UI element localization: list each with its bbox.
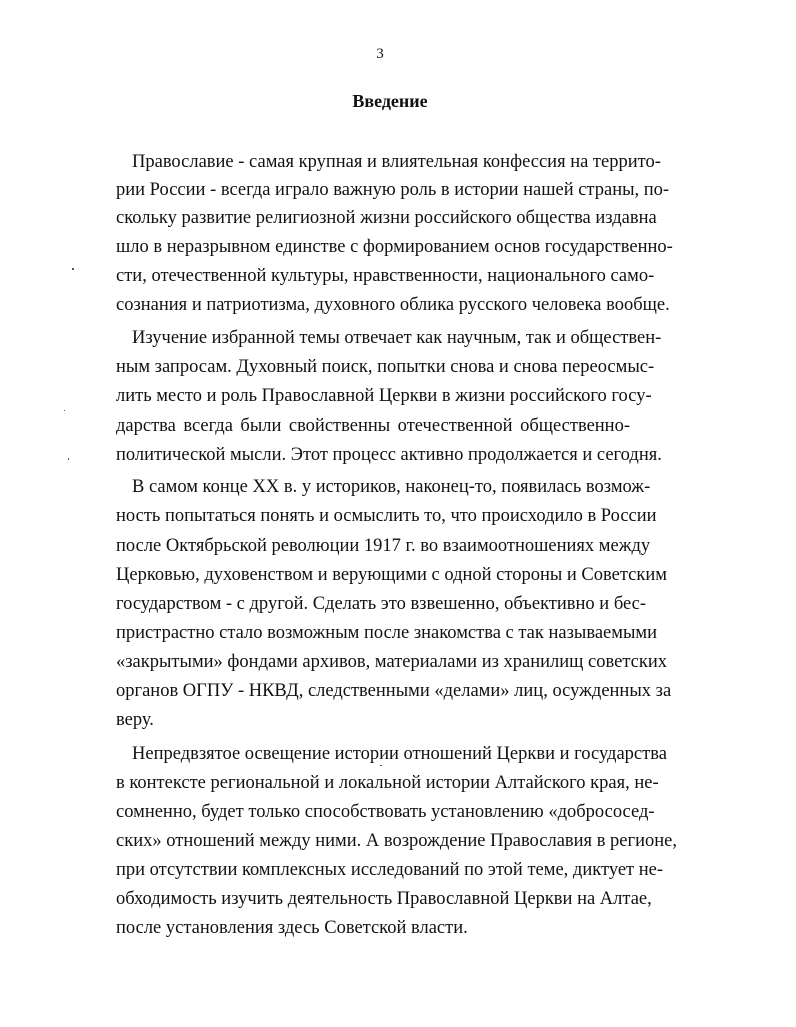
text-line: Изучение избранной темы отвечает как научным, так и обществен- — [132, 328, 662, 348]
text-line: дарства всегда были свойственны отечественной общественно- — [116, 416, 630, 436]
page-number: 3 — [376, 46, 384, 62]
scan-speck — [68, 458, 69, 460]
text-line: рии России - всегда играло важную роль в истории нашей страны, по- — [116, 180, 670, 200]
text-line: «закрытыми» фондами архивов, материалами из хранилищ советских — [116, 652, 667, 672]
text-line: органов ОГПУ - НКВД, следственными «делами» лиц, осужденных за — [116, 681, 672, 701]
scan-speck — [72, 268, 74, 270]
text-line: ность попытаться понять и осмыслить то, что происходило в России — [116, 506, 657, 526]
text-line: сознания и патриотизма, духовного облика русского человека вообще. — [116, 295, 670, 315]
text-line: Православие - самая крупная и влиятельная конфессия на террито- — [132, 152, 661, 172]
text-line: Церковью, духовенством и верующими с одной стороны и Советским — [116, 565, 667, 585]
text-line: шло в неразрывном единстве с формированием основ государственно- — [116, 237, 673, 257]
text-line: лить место и роль Православной Церкви в жизни российского госу- — [116, 386, 652, 406]
text-line: ских» отношений между ними. А возрождение Православия в регионе, — [116, 831, 677, 851]
text-line: ным запросам. Духовный поиск, попытки снова и снова переосмыс- — [116, 357, 655, 377]
text-line: после установления здесь Советской власти. — [116, 918, 468, 938]
text-line: сти, отечественной культуры, нравственности, национального само- — [116, 266, 655, 286]
text-line: в контексте региональной и локальной истории Алтайского края, не- — [116, 773, 659, 793]
text-line: после Октябрьской революции 1917 г. во взаимоотношениях между — [116, 536, 651, 556]
text-line: В самом конце XX в. у историков, наконец-то, появилась возмож- — [132, 477, 651, 497]
text-line: пристрастно стало возможным после знакомства с так называемыми — [116, 623, 658, 643]
text-line: обходимость изучить деятельность Православной Церкви на Алтае, — [116, 889, 652, 909]
text-line: политической мысли. Этот процесс активно продолжается и сегодня. — [116, 445, 662, 465]
text-line: Непредвзятое освещение истории отношений Церкви и государства — [132, 744, 667, 764]
scan-speck — [380, 765, 382, 766]
scan-speck — [64, 410, 65, 411]
text-line: сомненно, будет только способствовать установлению «добрососед- — [116, 802, 655, 822]
page-title: Введение — [352, 91, 428, 111]
text-line: государством - с другой. Сделать это взвешенно, объективно и бес- — [116, 594, 647, 614]
text-line: скольку развитие религиозной жизни российского общества издавна — [116, 208, 657, 228]
text-line: при отсутствии комплексных исследований по этой теме, диктует не- — [116, 860, 664, 880]
text-line: веру. — [116, 710, 154, 730]
